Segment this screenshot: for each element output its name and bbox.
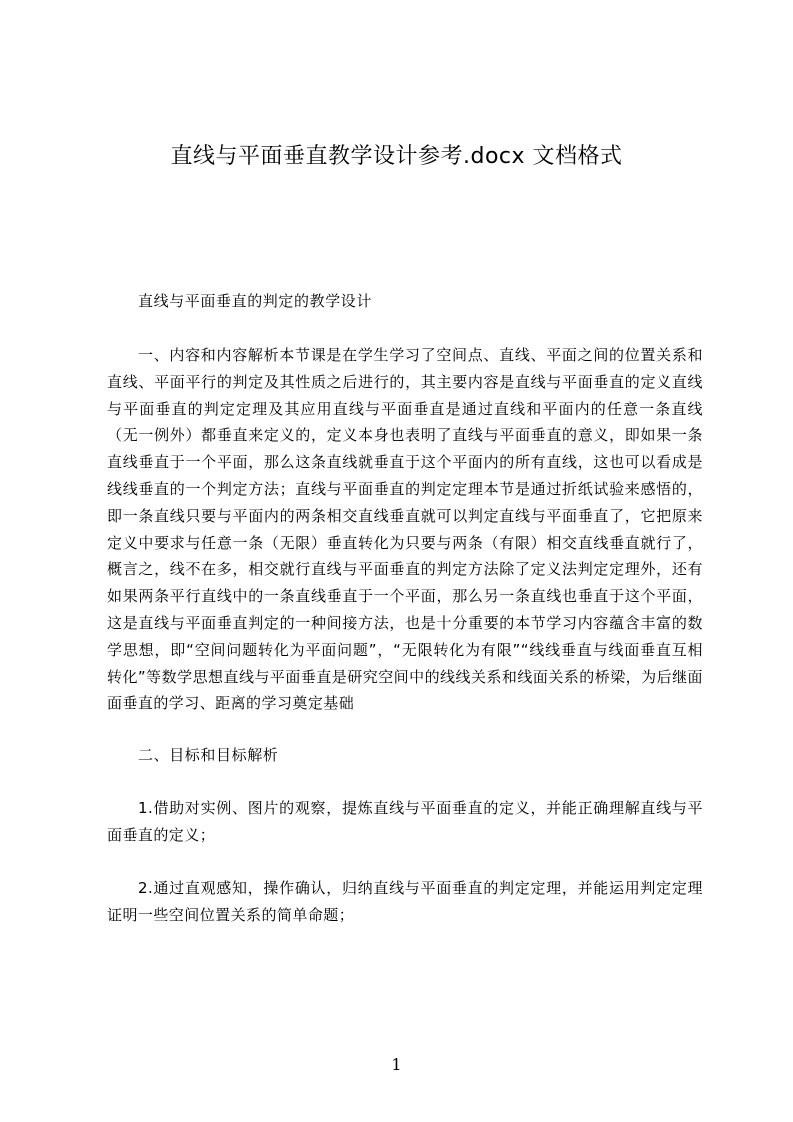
section-2-heading: 二、目标和目标解析 — [138, 746, 279, 764]
page-number: 1 — [391, 1055, 402, 1074]
document-title: 直线与平面垂直教学设计参考.docx 文档格式 — [170, 144, 623, 169]
objective-2-paragraph: 2.通过直观感知，操作确认，归纳直线与平面垂直的判定定理，并能运用判定定理证明一些空间位置关系的简单命题； — [107, 879, 703, 924]
section-1-paragraph: 一、内容和内容解析本节课是在学生学习了空间点、直线、平面之间的位置关系和直线、平面平行的判定及其性质之后进行的，其主要内容是直线与平面垂直的定义直线与平面垂直的判定定理及其应用直线与平面垂直是通过直线和平面内的任意一条直线（无一例外）都垂直来定义的，定义本身也表明了直线与平面垂直的意义，即如果一条直线垂直于一个平面，那么这条直线就垂直于这个平面内的所有直线，这也可以看成是线线垂直的一个判定方法；直线与平面垂直的判定定理本节是通过折纸试验来感悟的，即一条直线只要与平面内的两条相交直线垂直就可以判定直线与平面垂直了，它把原来定义中要求与任意一条（无限）垂直转化为只要与两条（有限）相交直线垂直就行了，概言之，线不在多，相交就行直线与平面垂直的判定方法除了定义法判定定理外，还有如果两条平行直线中的一条直线垂直于一个平面，那么另一条直线也垂直于这个平面，这是直线与平面垂直判定的一种间接方法，也是十分重要的本节学习内容蕴含丰富的数学思想，即“空间问题转化为平面问题”，“无限转化为有限”“线线垂直与线面垂直互相转化”等数学思想直线与平面垂直是研究空间中的线线关系和线面关系的桥梁，为后继面面垂直的学习、距离的学习奠定基础 — [107, 346, 703, 713]
objective-1-paragraph: 1.借助对实例、图片的观察，提炼直线与平面垂直的定义，并能正确理解直线与平面垂直的定义； — [107, 799, 703, 844]
lesson-subtitle: 直线与平面垂直的判定的教学设计 — [138, 292, 373, 310]
